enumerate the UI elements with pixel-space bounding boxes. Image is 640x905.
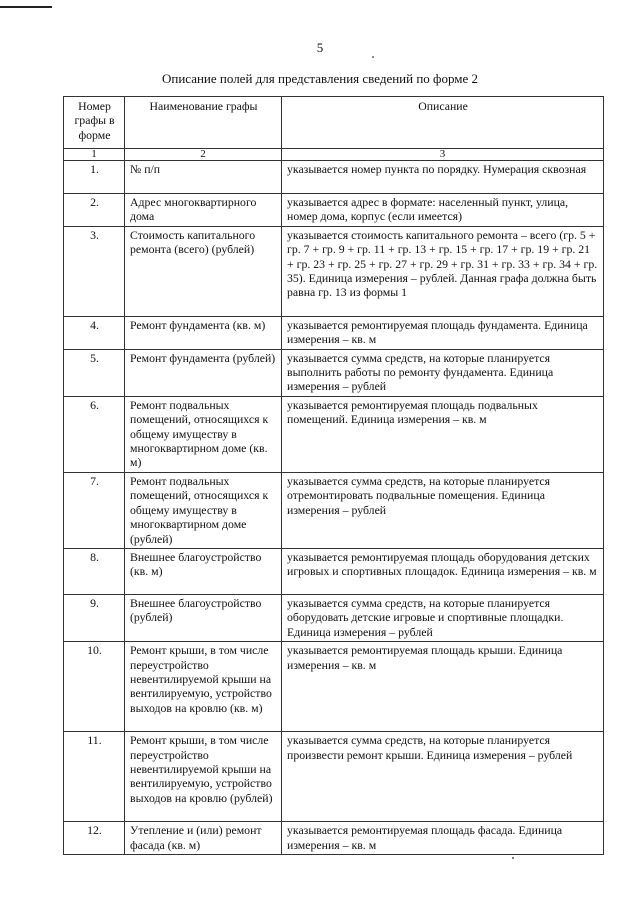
row-description: указывается сумма средств, на которые планируется оборудовать детские игровые и спортивные площадки. Единица измерения – рублей bbox=[282, 594, 604, 641]
row-field-name: Ремонт фундамента (кв. м) bbox=[125, 316, 282, 349]
row-number: 5. bbox=[64, 349, 125, 396]
row-field-name: Ремонт подвальных помещений, относящихся к общему имуществу в многоквартирном доме (кв. м) bbox=[125, 396, 282, 472]
table-row bbox=[64, 349, 604, 396]
row-field-name: Внешнее благоустройство (кв. м) bbox=[125, 548, 282, 594]
row-number: 8. bbox=[64, 548, 125, 594]
row-description: указывается сумма средств, на которые планируется выполнить работы по ремонту фундамента. Единица измерения – рублей bbox=[282, 349, 604, 396]
scan-speck bbox=[512, 857, 514, 859]
row-field-name: Внешнее благоустройство (рублей) bbox=[125, 594, 282, 641]
row-description: указывается ремонтируемая площадь фундамента. Единица измерения – кв. м bbox=[282, 316, 604, 349]
row-number: 1. bbox=[64, 161, 125, 194]
row-description: указывается ремонтируемая площадь фасада. Единица измерения – кв. м bbox=[282, 822, 604, 855]
row-description: указывается ремонтируемая площадь оборудования детских игровых и спортивных площадок. Единица измерения – кв. м bbox=[282, 548, 604, 594]
page-number: 5 bbox=[316, 40, 324, 55]
row-description: указывается адрес в формате: населенный пункт, улица, номер дома, корпус (если имеется) bbox=[282, 194, 604, 227]
table-row bbox=[64, 642, 604, 732]
row-field-name: № п/п bbox=[125, 161, 282, 194]
row-number: 9. bbox=[64, 594, 125, 641]
row-number: 6. bbox=[64, 396, 125, 472]
table-header-row bbox=[64, 97, 604, 149]
table-row bbox=[64, 732, 604, 822]
header-description: Описание bbox=[282, 97, 604, 149]
row-number: 10. bbox=[64, 642, 125, 732]
table-row bbox=[64, 226, 604, 316]
table-row bbox=[64, 548, 604, 594]
row-field-name: Ремонт фундамента (рублей) bbox=[125, 349, 282, 396]
table-row bbox=[64, 161, 604, 194]
row-number: 3. bbox=[64, 226, 125, 316]
header-column-number: Номер графы в форме bbox=[64, 97, 125, 149]
row-number: 4. bbox=[64, 316, 125, 349]
row-description: указывается сумма средств, на которые планируется отремонтировать подвальные помещения. Единица измерения – рублей bbox=[282, 472, 604, 548]
row-description: указывается стоимость капитального ремонта – всего (гр. 5 + гр. 7 + гр. 9 + гр. 11 + гр. 13 + гр. 15 + гр. 17 + гр. 19 + гр. 21 + гр. 23 + гр. 25 + гр. 27 + гр. 29 + гр. 31 + гр. 33 + гр. 34 + гр. 35). Единица измерения – рублей. Данная графа должна быть равна гр. 13 из формы 1 bbox=[282, 226, 604, 316]
document-title: Описание полей для представления сведений по форме 2 bbox=[161, 71, 479, 86]
row-number: 7. bbox=[64, 472, 125, 548]
scan-mark bbox=[0, 6, 52, 8]
fields-description-table bbox=[63, 96, 604, 855]
row-field-name: Ремонт крыши, в том числе переустройство невентилируемой крыши на вентилируемую, устройство выходов на кровлю (кв. м) bbox=[125, 642, 282, 732]
table-row bbox=[64, 594, 604, 641]
row-description: указывается ремонтируемая площадь подвальных помещений. Единица измерения – кв. м bbox=[282, 396, 604, 472]
row-field-name: Адрес многоквартирного дома bbox=[125, 194, 282, 227]
scan-speck bbox=[372, 56, 374, 58]
table-row bbox=[64, 194, 604, 227]
row-number: 2. bbox=[64, 194, 125, 227]
row-number: 11. bbox=[64, 732, 125, 822]
row-description: указывается ремонтируемая площадь крыши. Единица измерения – кв. м bbox=[282, 642, 604, 732]
table-row bbox=[64, 316, 604, 349]
row-field-name: Стоимость капитального ремонта (всего) (рублей) bbox=[125, 226, 282, 316]
row-description: указывается сумма средств, на которые планируется произвести ремонт крыши. Единица измерения – рублей bbox=[282, 732, 604, 822]
column-numbers-row bbox=[64, 149, 604, 161]
header-column-name: Наименование графы bbox=[125, 97, 282, 149]
column-number-cell: 3 bbox=[282, 149, 604, 161]
table-row bbox=[64, 822, 604, 855]
row-field-name: Ремонт крыши, в том числе переустройство невентилируемой крыши на вентилируемую, устройство выходов на кровлю (рублей) bbox=[125, 732, 282, 822]
column-number-cell: 2 bbox=[125, 149, 282, 161]
row-field-name: Ремонт подвальных помещений, относящихся к общему имуществу в многоквартирном доме (рублей) bbox=[125, 472, 282, 548]
table-row bbox=[64, 472, 604, 548]
column-number-cell: 1 bbox=[64, 149, 125, 161]
row-field-name: Утепление и (или) ремонт фасада (кв. м) bbox=[125, 822, 282, 855]
row-number: 12. bbox=[64, 822, 125, 855]
row-description: указывается номер пункта по порядку. Нумерация сквозная bbox=[282, 161, 604, 194]
table-row bbox=[64, 396, 604, 472]
